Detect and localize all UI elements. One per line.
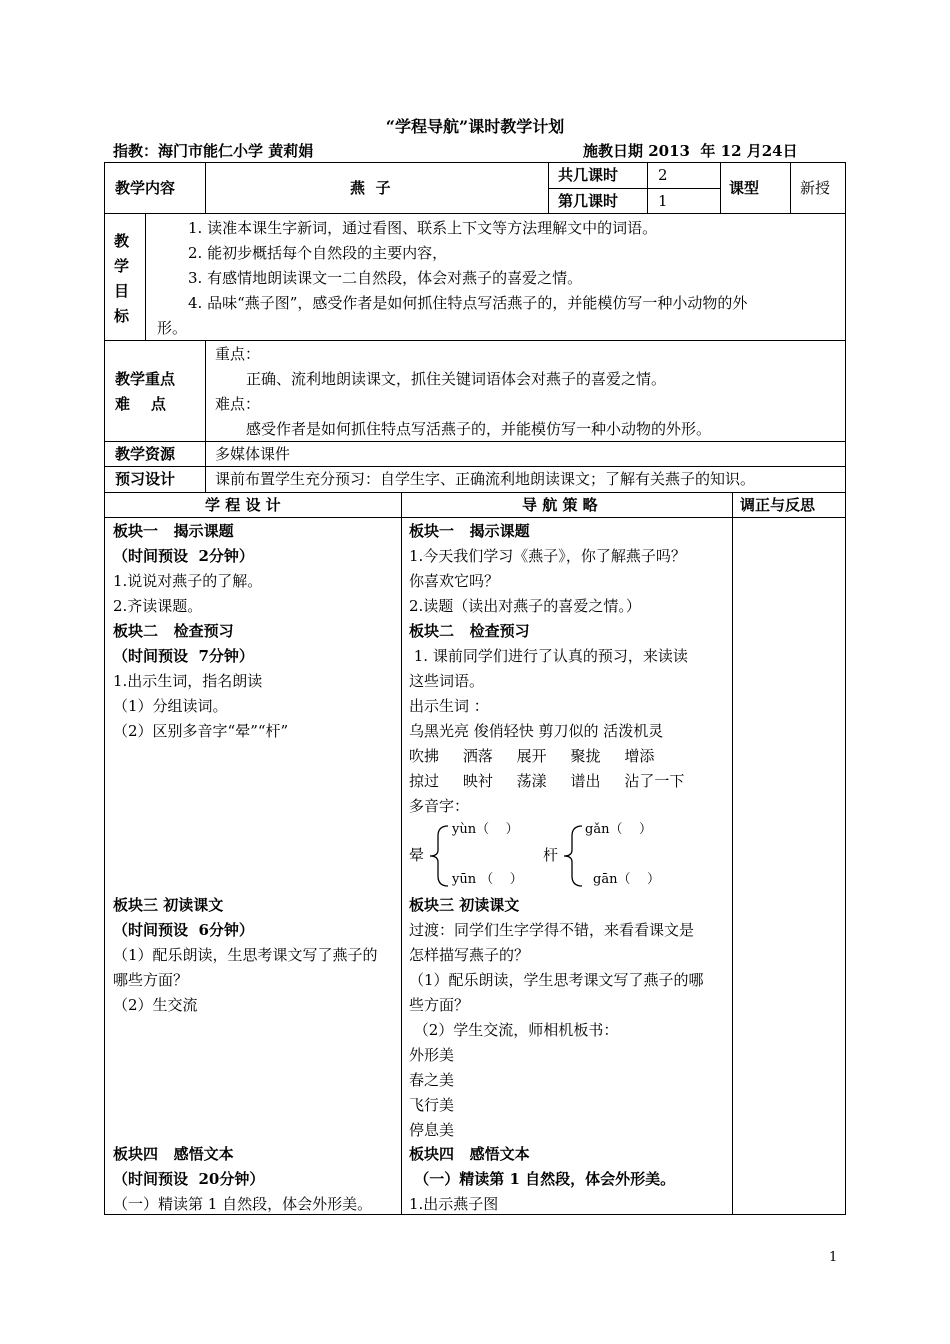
left-line: 1.出示生词，指名朗读	[113, 672, 263, 690]
left-section-heading: 板块四 感悟文本	[113, 1145, 234, 1163]
total-lessons-label: 共几课时	[558, 166, 619, 184]
column-header-guide: 导 航 策 略	[522, 496, 598, 514]
left-brace-icon	[428, 824, 450, 888]
board-item: 飞行美	[409, 1096, 455, 1114]
left-line: （一）精读第 1 自然段，体会外形美。	[113, 1195, 373, 1213]
vocab-row: 掠过 映衬 荡漾 谱出 沾了一下	[409, 772, 685, 790]
difficulty-label: 难 点	[115, 395, 166, 413]
column-header-study: 学 程 设 计	[205, 496, 281, 514]
left-section-heading: 板块二 检查预习	[113, 622, 234, 640]
page-title: “学程导航”课时教学计划	[385, 117, 565, 136]
goals-label-char: 学	[114, 257, 130, 275]
right-line: 1. 课前同学们进行了认真的预习，来读读	[409, 647, 688, 665]
left-line: （2）区别多音字“晕”“杆”	[113, 722, 289, 740]
goals-label-char: 标	[114, 307, 130, 325]
preview-label: 预习设计	[115, 470, 176, 488]
resources-value: 多媒体课件	[215, 445, 291, 463]
right-subheading: （一）精读第 1 自然段，体会外形美。	[409, 1170, 676, 1188]
right-line: 怎样描写燕子的？	[409, 946, 530, 964]
left-line: （1）配乐朗读，生思考课文写了燕子的	[113, 946, 378, 964]
right-line: 出示生词 ：	[409, 697, 489, 715]
content-label: 教学内容	[115, 179, 176, 197]
lesson-number-value: 1	[658, 192, 668, 210]
resources-label: 教学资源	[115, 445, 176, 463]
left-time-preset: （时间预设 6分钟）	[113, 921, 254, 939]
goals-label-char: 目	[114, 282, 130, 300]
right-line: 1.出示燕子图	[409, 1195, 499, 1213]
left-line: 哪些方面？	[113, 971, 189, 989]
right-line: （1）配乐朗读，学生思考课文写了燕子的哪	[409, 971, 704, 989]
left-line: （1）分组读词。	[113, 697, 228, 715]
lesson-number-label: 第几课时	[558, 192, 619, 210]
left-brace-icon	[562, 824, 584, 888]
keypoint-line: 难点：	[215, 395, 261, 413]
pinyin-yun1: yūn （ ）	[452, 872, 523, 887]
left-line: （2）生交流	[113, 996, 198, 1014]
right-line: 你喜欢它吗？	[409, 572, 500, 590]
right-line: 2.读题（读出对燕子的喜爱之情。）	[409, 597, 641, 615]
column-header-reflection: 调正与反思	[740, 496, 816, 514]
left-time-preset: （时间预设 2分钟）	[113, 547, 254, 565]
right-line: 些方面？	[409, 996, 470, 1014]
right-line: 过渡：同学们生字学得不错，来看看课文是	[409, 921, 695, 939]
vocab-row: 乌黑光亮 俊俏轻快 剪刀似的 活泼机灵	[409, 722, 664, 740]
board-item: 春之美	[409, 1071, 455, 1089]
page-number: 1	[829, 1250, 838, 1265]
keypoints-label: 教学重点	[115, 370, 176, 388]
right-section-heading: 板块三 初读课文	[409, 896, 520, 914]
goals-label-char: 教	[114, 232, 130, 250]
keypoint-line: 感受作者是如何抓住特点写活燕子的，并能模仿写一种小动物的外形。	[246, 420, 712, 438]
right-section-heading: 板块四 感悟文本	[409, 1145, 530, 1163]
total-lessons-value: 2	[658, 166, 668, 184]
keypoint-line: 正确、流利地朗读课文，抓住关键词语体会对燕子的喜爱之情。	[246, 370, 667, 388]
left-line: 2.齐读课题。	[113, 597, 203, 615]
right-line: （2）学生交流，师相机板书：	[409, 1021, 619, 1039]
left-time-preset: （时间预设 7分钟）	[113, 647, 254, 665]
goal-line: 2. 能初步概括每个自然段的主要内容，	[188, 244, 448, 262]
polyphone-char-yun: 晕	[409, 846, 425, 864]
right-line: 这些词语。	[409, 672, 485, 690]
pinyin-yun4: yùn（ ）	[452, 822, 519, 837]
board-item: 停息美	[409, 1121, 455, 1139]
content-value: 燕 子	[350, 179, 391, 197]
teacher-line: 指教：海门市能仁小学 黄莉娟	[113, 142, 314, 160]
goal-line: 形。	[157, 319, 188, 337]
left-section-heading: 板块一 揭示课题	[113, 522, 234, 540]
preview-value: 课前布置学生充分预习：自学生字、正确流利地朗读课文；了解有关燕子的知识。	[215, 470, 756, 488]
pinyin-gan3: gǎn（ ）	[585, 822, 652, 837]
goal-line: 4. 品味“燕子图”，感受作者是如何抓住特点写活燕子的，并能模仿写一种小动物的外	[188, 294, 748, 312]
lesson-type-value: 新授	[800, 179, 831, 197]
right-section-heading: 板块二 检查预习	[409, 622, 530, 640]
right-line: 1.今天我们学习《燕子》，你了解燕子吗？	[409, 547, 686, 565]
right-line: 多音字：	[409, 797, 470, 815]
right-section-heading: 板块一 揭示课题	[409, 522, 530, 540]
goal-line: 3. 有感情地朗读课文一二自然段，体会对燕子的喜爱之情。	[188, 269, 583, 287]
left-line: 1.说说对燕子的了解。	[113, 572, 263, 590]
lesson-type-label: 课型	[729, 179, 760, 197]
date-line: 施教日期 2013 年 12 月24日	[583, 142, 798, 160]
goal-line: 1. 读准本课生字新词，通过看图、联系上下文等方法理解文中的词语。	[188, 219, 658, 237]
left-time-preset: （时间预设 20分钟）	[113, 1170, 265, 1188]
polyphone-char-gan: 杆	[543, 846, 559, 864]
keypoint-line: 重点：	[215, 345, 261, 363]
pinyin-gan1: gān（ ）	[593, 872, 660, 887]
vocab-row: 吹拂 洒落 展开 聚拢 增添	[409, 747, 655, 765]
board-item: 外形美	[409, 1046, 455, 1064]
left-section-heading: 板块三 初读课文	[113, 896, 224, 914]
